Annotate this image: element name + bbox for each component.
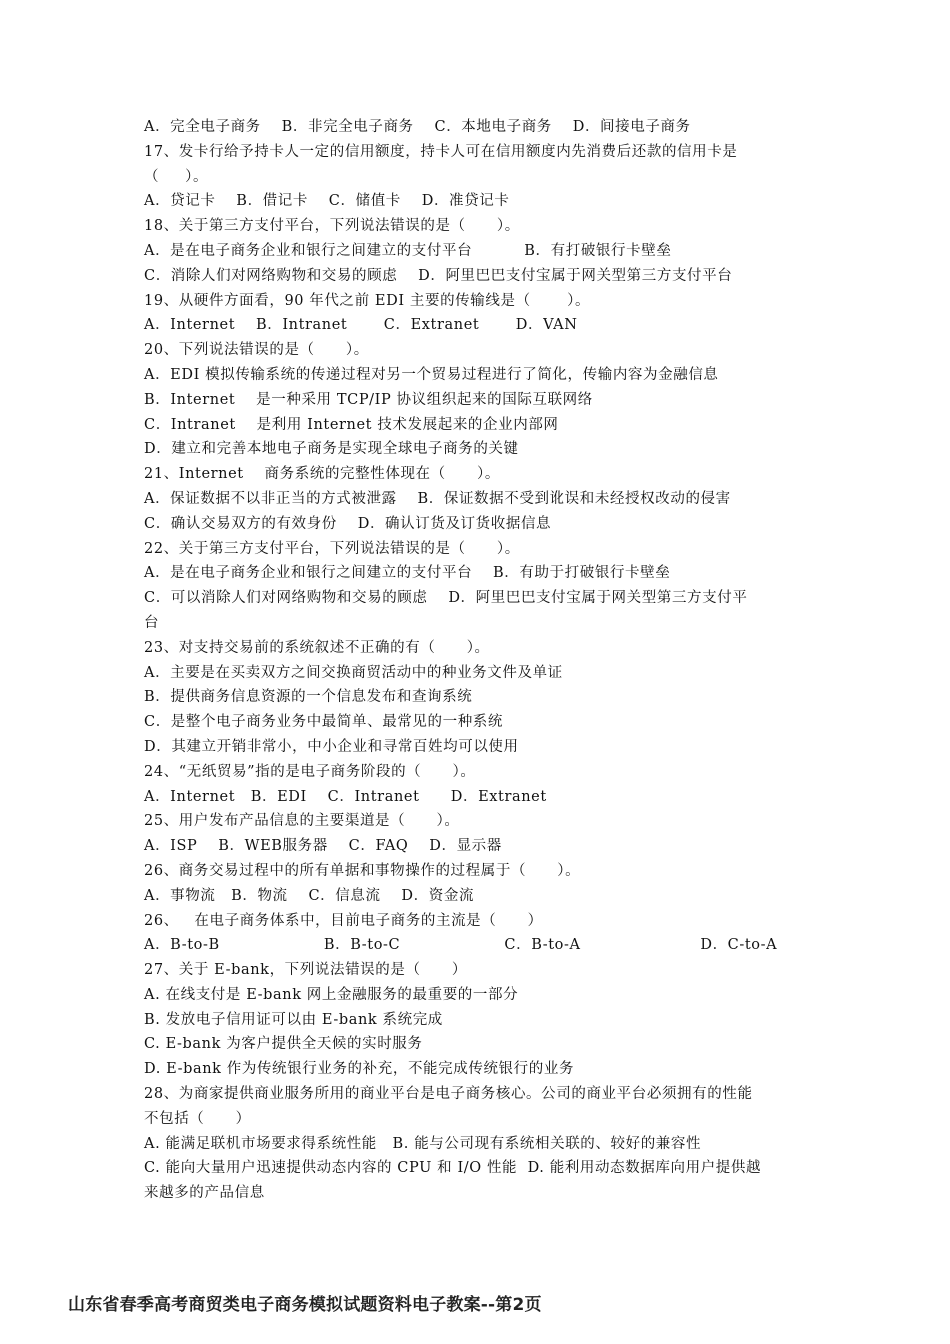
text-line: C．是整个电子商务业务中最简单、最常见的一种系统 <box>144 714 503 731</box>
text-line: A．Internet B．EDI C．Intranet D．Extranet <box>144 788 547 805</box>
text-line: D．建立和完善本地电子商务是实现全球电子商务的关键 <box>144 441 519 458</box>
text-line: C．确认交易双方的有效身份 D．确认订货及订货收据信息 <box>144 515 552 532</box>
text-line: A．事物流 B．物流 C．信息流 D．资金流 <box>144 887 475 904</box>
text-line: 28、为商家提供商业服务所用的商业平台是电子商务核心。公司的商业平台必须拥有的性能 <box>144 1086 753 1103</box>
text-line: 24、“无纸贸易”指的是电子商务阶段的（ ）。 <box>144 763 476 780</box>
text-line: 20、下列说法错误的是（ ）。 <box>144 342 369 359</box>
text-line: B．Internet 是一种采用 TCP/IP 协议组织起来的国际互联网络 <box>144 391 593 408</box>
text-line: A．B-to-B B．B-to-C C．B-to-A D．C-to-A <box>144 937 778 954</box>
text-line: C. 能向大量用户迅速提供动态内容的 CPU 和 I/O 性能 D. 能利用动态数据库向用户提供越 <box>144 1160 762 1177</box>
text-line: 19、从硬件方面看，90 年代之前 EDI 主要的传输线是（ ）。 <box>144 292 591 309</box>
text-line: （ ）。 <box>144 168 209 185</box>
text-line: B. 发放电子信用证可以由 E-bank 系统完成 <box>144 1011 443 1028</box>
text-line: A．完全电子商务 B．非完全电子商务 C．本地电子商务 D．间接电子商务 <box>144 119 691 135</box>
text-line: A．主要是在买卖双方之间交换商贸活动中的种业务文件及单证 <box>144 664 563 681</box>
text-line: 不包括（ ） <box>144 1110 251 1127</box>
text-line: 22、关于第三方支付平台，下列说法错误的是（ ）。 <box>144 540 520 557</box>
text-line: A. 能满足联机市场要求得系统性能 B. 能与公司现有系统相关联的、较好的兼容性 <box>144 1135 702 1152</box>
text-line: C. E-bank 为客户提供全天候的实时服务 <box>144 1036 423 1053</box>
text-line: 26、商务交易过程中的所有单据和事物操作的过程属于（ ）。 <box>144 862 581 879</box>
text-line: 台 <box>144 614 160 631</box>
text-line: 来越多的产品信息 <box>144 1185 265 1202</box>
text-line: C．Intranet 是利用 Internet 技术发展起来的企业内部网 <box>144 416 559 433</box>
text-line: C．消除人们对网络购物和交易的顾虑 D．阿里巴巴支付宝属于网关型第三方支付平台 <box>144 267 733 284</box>
question-text-block <box>144 115 814 1206</box>
text-line: A．保证数据不以非正当的方式被泄露 B．保证数据不受到讹误和未经授权改动的侵害 <box>144 490 731 507</box>
text-line: C．可以消除人们对网络购物和交易的顾虑 D．阿里巴巴支付宝属于网关型第三方支付平 <box>144 590 748 607</box>
text-line: D．其建立开销非常小，中小企业和寻常百姓均可以使用 <box>144 738 519 755</box>
text-line: 21、Internet 商务系统的完整性体现在（ ）。 <box>144 466 500 483</box>
text-line: 26、 在电子商务体系中，目前电子商务的主流是（ ） <box>144 912 543 929</box>
text-line: A．ISP B．WEB服务器 C．FAQ D．显示器 <box>144 838 502 855</box>
text-line: 27、关于 E-bank，下列说法错误的是（ ） <box>144 962 467 979</box>
text-line: 23、对支持交易前的系统叙述不正确的有（ ）。 <box>144 639 490 656</box>
text-line: A. 在线支付是 E-bank 网上金融服务的最重要的一部分 <box>144 986 519 1003</box>
text-line: B．提供商务信息资源的一个信息发布和查询系统 <box>144 689 473 706</box>
text-line: A．EDI 模拟传输系统的传递过程对另一个贸易过程进行了简化，传输内容为金融信息 <box>144 366 719 383</box>
text-line: A．是在电子商务企业和银行之间建立的支付平台 B．有打破银行卡壁垒 <box>144 242 672 259</box>
text-line: 17、发卡行给予持卡人一定的信用额度，持卡人可在信用额度内先消费后还款的信用卡是 <box>144 143 738 160</box>
text-line: 18、关于第三方支付平台，下列说法错误的是（ ）。 <box>144 218 520 235</box>
text-line: A．贷记卡 B．借记卡 C．储值卡 D．准贷记卡 <box>144 193 510 210</box>
text-line: 25、用户发布产品信息的主要渠道是（ ）。 <box>144 813 460 830</box>
text-line: A．Internet B．Intranet C．Extranet D．VAN <box>144 317 578 334</box>
text-line: D. E-bank 作为传统银行业务的补充，不能完成传统银行的业务 <box>144 1061 575 1078</box>
page-footer: 山东省春季高考商贸类电子商务模拟试题资料电子教案--第2页 <box>68 1295 542 1315</box>
text-line: A．是在电子商务企业和银行之间建立的支付平台 B．有助于打破银行卡壁垒 <box>144 565 671 582</box>
